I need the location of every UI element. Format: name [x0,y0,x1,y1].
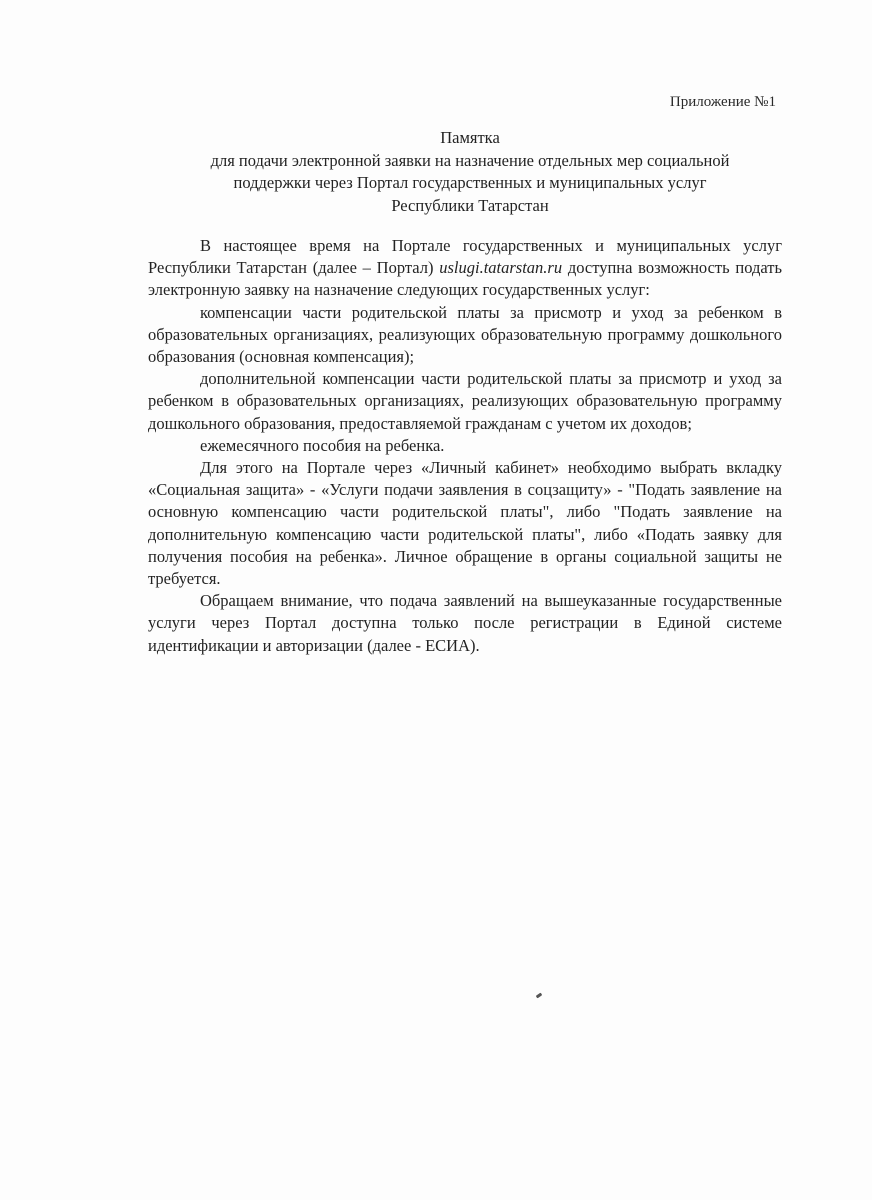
title-line-3: поддержки через Портал государственных и муниципальных услуг [233,173,707,192]
intro-paragraph [148,235,782,302]
title-line-2: для подачи электронной заявки на назначение отдельных мер социальной [210,150,730,170]
intro-text-start: В настоящее время на Портале государственных и муниципальных услуг Республики Татарстан (далее – Портал) [148,236,782,278]
document-body [148,235,782,657]
portal-site-address: uslugi.tatarstan.ru [439,258,563,278]
title-line-4: Республики Татарстан [391,195,549,215]
service-item-1: компенсации части родительской платы за присмотр и уход за ребенком в образовательных организациях, реализующих образовательную программу дошкольного образования (основная компенсация); [148,302,782,367]
service-item-3: ежемесячного пособия на ребенка. [200,435,445,455]
intro-text-end: доступна возможность подать электронную заявку на назначение следующих государственных услуг: [148,258,783,300]
scan-speck [536,993,543,999]
notice-paragraph: Обращаем внимание, что подача заявлений на вышеуказанные государственные услуги через Портал доступна только после регистрации в Единой системе идентификации и авторизации (далее - ЕСИА). [148,591,782,655]
title-line-1: Памятка [440,128,500,147]
service-item-2: дополнительной компенсации части родительской платы за присмотр и уход за ребенком в образовательных организациях, реализующих образовательную программу дошкольного образования, предоставляемой гражданам с учетом их доходов; [148,369,782,433]
appendix-label: Приложение №1 [669,94,776,110]
document-title [140,127,800,217]
instructions-paragraph: Для этого на Портале через «Личный кабинет» необходимо выбрать вкладку «Социальная защита» - «Услуги подачи заявления в соцзащиту» - "Подать заявление на основную компенсацию части родительской платы", либо "Подать заявление на дополнительную компенсацию части родительской платы", либо «Подать заявку для получения пособия на ребенка». Личное обращение в органы социальной защиты не требуется. [148,458,782,589]
